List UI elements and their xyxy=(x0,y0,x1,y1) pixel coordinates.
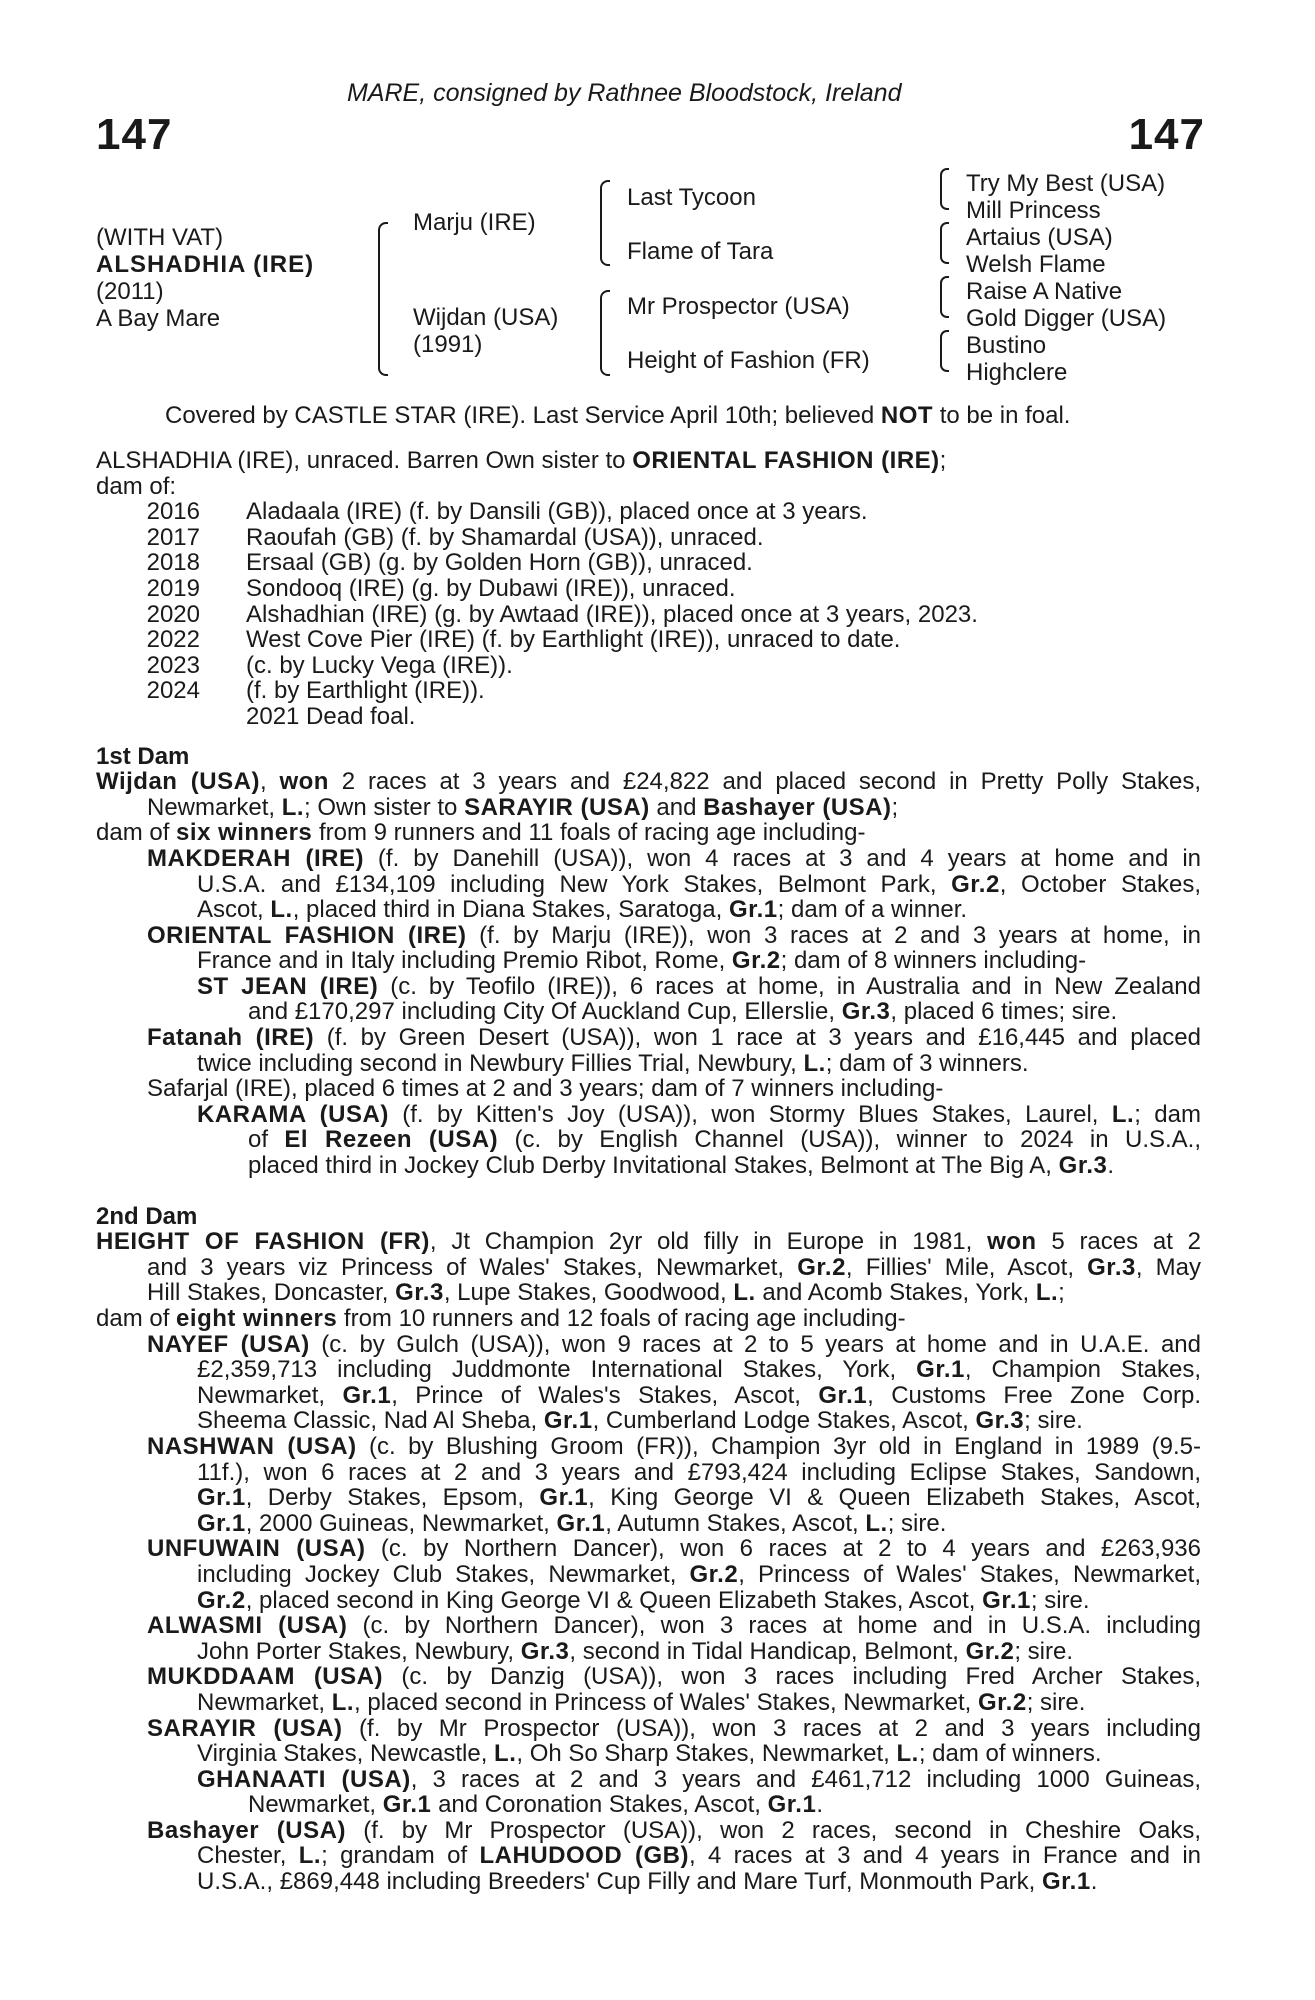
pedigree-gen4-2: Mill Princess xyxy=(966,197,1101,224)
bold-text: L. xyxy=(803,1049,826,1077)
bold-text: MAKDERAH (IRE) xyxy=(147,844,364,872)
consignment-line: MARE, consigned by Rathnee Bloodstock, Ireland xyxy=(347,79,902,107)
bold-text: Bashayer (USA) xyxy=(147,1816,346,1844)
pedigree-gen4-5: Raise A Native xyxy=(966,278,1123,305)
bold-text: Gr.1 xyxy=(982,1586,1031,1614)
covered-text-post: to be in foal. xyxy=(933,402,1071,429)
produce-record xyxy=(96,525,1201,551)
second-dam-line xyxy=(96,1818,1201,1844)
text-run: , 4 races at 3 and 4 years in France and in xyxy=(688,1842,1201,1870)
bold-text: Gr.1 xyxy=(342,1381,392,1409)
produce-details: (f. by Earthlight (IRE)). xyxy=(246,677,485,705)
produce-details: (c. by Lucky Vega (IRE)). xyxy=(246,651,513,679)
second-dam-line xyxy=(96,1332,1201,1358)
text-run: ; sire. xyxy=(1030,1586,1090,1614)
first-dam-line xyxy=(96,846,1201,872)
bold-text: Gr.2 xyxy=(951,870,1000,898)
text-run: ; xyxy=(1058,1279,1065,1307)
text-run: , Oh So Sharp Stakes, Newmarket, xyxy=(516,1740,897,1768)
second-dam-line xyxy=(96,1306,1201,1332)
text-run: , xyxy=(259,768,280,796)
second-dam-line xyxy=(96,1511,1201,1537)
first-dam-line xyxy=(96,1025,1201,1051)
second-dam-section xyxy=(96,1229,1201,1894)
text-run: , second in Tidal Handicap, Belmont, xyxy=(569,1637,966,1665)
produce-record xyxy=(96,602,1201,628)
horse-name: ALSHADHIA (IRE) xyxy=(96,251,315,278)
text-run: , Autumn Stakes, Ascot, xyxy=(605,1509,866,1537)
bold-text: Gr.1 xyxy=(1042,1868,1091,1896)
first-dam-line xyxy=(96,1127,1201,1153)
intro-text: ALSHADHIA (IRE), unraced. Barren Own sister to xyxy=(96,447,633,474)
text-run: and xyxy=(649,793,704,821)
bold-text: UNFUWAIN (USA) xyxy=(147,1535,366,1563)
bold-text: Gr.1 xyxy=(539,1484,589,1512)
text-run: Sheema Classic, Nad Al Sheba, xyxy=(197,1407,544,1435)
bold-text: six winners xyxy=(176,819,313,847)
bold-text: Gr.1 xyxy=(543,1407,593,1435)
bold-text: GHANAATI (USA) xyxy=(197,1765,411,1793)
bold-text: L. xyxy=(1035,1279,1059,1307)
covered-text-pre: Covered by CASTLE STAR (IRE). Last Service April 10th; believed xyxy=(165,402,881,429)
bold-text: won xyxy=(987,1228,1037,1256)
intro-line xyxy=(96,448,1201,474)
produce-year: 2019 xyxy=(146,574,200,602)
text-run: ; grandam of xyxy=(321,1842,480,1870)
second-dam-line xyxy=(96,1792,1201,1818)
bold-text: L. xyxy=(1111,1100,1135,1128)
second-dam-line xyxy=(96,1280,1201,1306)
text-run: ; dam xyxy=(1134,1100,1201,1128)
second-dam-line xyxy=(96,1767,1201,1793)
pedigree-sire: Marju (IRE) xyxy=(413,209,536,236)
bold-text: Gr.3 xyxy=(520,1637,570,1665)
text-run: £2,359,713 including Juddmonte International Stakes, York, xyxy=(197,1356,917,1384)
bold-text: SARAYIR (USA) xyxy=(147,1714,343,1742)
first-dam-line xyxy=(96,999,1201,1025)
text-run: (f. by Danehill (USA)), won 4 races at 3 and 4 years at home and in xyxy=(363,844,1201,872)
bold-text: Gr.1 xyxy=(197,1484,246,1512)
text-run: , Customs Free Zone Corp. xyxy=(867,1381,1201,1409)
text-run: ; sire. xyxy=(1014,1637,1074,1665)
text-run: of xyxy=(248,1126,285,1154)
produce-record xyxy=(96,627,1201,653)
text-run: ; sire. xyxy=(887,1509,947,1537)
text-run: Chester, xyxy=(197,1842,299,1870)
lot-number-left: 147 xyxy=(96,110,173,159)
bold-text: Gr.2 xyxy=(197,1586,246,1614)
pedigree-gen4-6: Gold Digger (USA) xyxy=(966,305,1167,332)
text-run: (c. by Danzig (USA)), won 3 races including Fred Archer Stakes, xyxy=(382,1663,1201,1691)
produce-year: 2018 xyxy=(146,549,200,577)
first-dam-line xyxy=(96,820,1201,846)
text-run: Hill Stakes, Doncaster, xyxy=(147,1279,396,1307)
text-run: ; dam of 8 winners including- xyxy=(780,947,1087,975)
text-run: Ascot, xyxy=(197,896,271,924)
bold-text: Gr.1 xyxy=(197,1509,246,1537)
first-dam-line xyxy=(96,1076,1201,1102)
bold-text: ORIENTAL FASHION (IRE) xyxy=(147,921,467,949)
text-run: from 10 runners and 12 foals of racing age including- xyxy=(337,1305,906,1332)
produce-year: 2024 xyxy=(146,677,200,705)
produce-record xyxy=(96,576,1201,602)
text-run: , placed 6 times; sire. xyxy=(890,998,1118,1026)
text-run: (f. by Marju (IRE)), won 3 races at 2 and 3 years at home, in xyxy=(466,921,1201,949)
pedigree-brace-dam xyxy=(600,290,610,376)
text-run: (f. by Mr Prospector (USA)), won 3 races at 2 and 3 years including xyxy=(342,1714,1202,1742)
bold-text: LAHUDOOD (GB) xyxy=(479,1842,689,1870)
produce-year: 2020 xyxy=(146,600,200,628)
first-dam-line xyxy=(96,1153,1201,1179)
first-dam-line xyxy=(96,769,1201,795)
bold-text: Wijdan (USA) xyxy=(96,768,260,796)
text-run: , 2000 Guineas, Newmarket, xyxy=(245,1509,557,1537)
text-run: , May xyxy=(1135,1253,1201,1281)
text-run: , placed second in King George VI & Queen Elizabeth Stakes, Ascot, xyxy=(245,1586,983,1614)
text-run: 11f.), won 6 races at 2 and 3 years and £793,424 including Eclipse Stakes, Sandown, xyxy=(197,1458,1201,1486)
catalogue-body xyxy=(96,448,1201,1895)
bold-text: Gr.3 xyxy=(975,1407,1025,1435)
bold-text: Gr.3 xyxy=(1058,1152,1108,1180)
text-run: , October Stakes, xyxy=(999,870,1201,898)
text-run: (c. by Gulch (USA)), won 9 races at 2 to 5 years at home and in U.A.E. and xyxy=(309,1330,1201,1358)
pedigree-dam-year: (1991) xyxy=(413,331,483,358)
text-run: , 3 races at 2 and 3 years and £461,712 including 1000 Guineas, xyxy=(410,1765,1201,1793)
bold-text: Gr.2 xyxy=(965,1637,1015,1665)
pedigree-gen3-2: Flame of Tara xyxy=(627,238,774,265)
second-dam-line xyxy=(96,1613,1201,1639)
bold-text: L. xyxy=(281,793,305,821)
bold-text: L. xyxy=(270,896,293,924)
produce-details: West Cove Pier (IRE) (f. by Earthlight (IRE)), unraced to date. xyxy=(246,626,901,654)
produce-year: 2023 xyxy=(146,651,200,679)
text-run: and Coronation Stakes, Ascot, xyxy=(431,1791,768,1819)
text-run: (f. by Green Desert (USA)), won 1 race at 3 years and £16,445 and placed xyxy=(314,1024,1201,1052)
pedigree-gen3-4: Height of Fashion (FR) xyxy=(627,347,870,374)
second-dam-line xyxy=(96,1562,1201,1588)
horse-description: A Bay Mare xyxy=(96,305,221,332)
bold-text: L. xyxy=(733,1279,756,1307)
text-run: and £170,297 including City Of Auckland Cup, Ellerslie, xyxy=(248,998,842,1026)
bold-text: Fatanah (IRE) xyxy=(147,1024,315,1052)
bold-text: NAYEF (USA) xyxy=(147,1330,310,1358)
bold-text: KARAMA (USA) xyxy=(197,1100,389,1128)
bold-text: Gr.2 xyxy=(731,947,781,975)
text-run: 5 races at 2 xyxy=(1036,1228,1202,1256)
bold-text: MUKDDAAM (USA) xyxy=(147,1663,383,1691)
text-run: from 9 runners and 11 foals of racing age including- xyxy=(312,819,866,847)
bold-text: Bashayer (USA) xyxy=(703,793,892,821)
pedigree-brace-g3-2 xyxy=(940,222,949,264)
text-run: Virginia Stakes, Newcastle, xyxy=(197,1740,495,1768)
text-run: dam of xyxy=(96,819,177,847)
pedigree-brace-g3-3 xyxy=(940,276,949,318)
bold-text: Gr.1 xyxy=(767,1791,817,1819)
text-run: , placed second in Princess of Wales' Stakes, Newmarket, xyxy=(354,1688,978,1716)
bold-text: SARAYIR (USA) xyxy=(464,793,650,821)
bold-text: Gr.1 xyxy=(382,1791,432,1819)
text-run: Safarjal (IRE), placed 6 times at 2 and 3 years; dam of 7 winners including- xyxy=(147,1075,944,1103)
bold-text: L. xyxy=(896,1740,919,1768)
text-run: (c. by English Channel (USA)), winner to 2024 in U.S.A., xyxy=(498,1126,1202,1154)
text-run: placed third in Jockey Club Derby Invitational Stakes, Belmont at The Big A, xyxy=(248,1152,1059,1180)
bold-text: won xyxy=(279,768,329,796)
text-run: including Jockey Club Stakes, Newmarket, xyxy=(197,1560,690,1588)
pedigree-brace-gen1 xyxy=(378,222,388,376)
produce-record xyxy=(96,653,1201,679)
lot-number-right: 147 xyxy=(1128,110,1205,159)
second-dam-line xyxy=(96,1229,1201,1255)
bold-text: Gr.3 xyxy=(1087,1253,1136,1281)
second-dam-line xyxy=(96,1485,1201,1511)
produce-record xyxy=(96,704,1201,730)
text-run: . xyxy=(1107,1152,1115,1180)
text-run: dam of xyxy=(96,1305,177,1332)
produce-record xyxy=(96,499,1201,525)
second-dam-heading: 2nd Dam xyxy=(96,1202,198,1230)
pedigree-brace-g3-1 xyxy=(940,168,949,210)
second-dam-line xyxy=(96,1664,1201,1690)
bold-text: L. xyxy=(865,1509,888,1537)
text-run: , Fillies' Mile, Ascot, xyxy=(845,1253,1088,1281)
second-dam-line xyxy=(96,1408,1201,1434)
text-run: Newmarket, xyxy=(248,1791,383,1819)
bold-text: L. xyxy=(298,1842,322,1870)
produce-record xyxy=(96,550,1201,576)
pedigree-gen3-3: Mr Prospector (USA) xyxy=(627,293,850,320)
bold-text: Gr.1 xyxy=(556,1509,606,1537)
produce-details: Alshadhian (IRE) (g. by Awtaad (IRE)), placed once at 3 years, 2023. xyxy=(246,600,978,628)
text-run: Newmarket, xyxy=(197,1688,332,1716)
text-run: , King George VI & Queen Elizabeth Stakes, Ascot, xyxy=(588,1484,1201,1512)
second-dam-line xyxy=(96,1690,1201,1716)
horse-year: (2011) xyxy=(96,278,164,305)
text-run: Newmarket, xyxy=(147,793,282,821)
first-dam-line xyxy=(96,1102,1201,1128)
first-dam-line xyxy=(96,948,1201,974)
vat-note: (WITH VAT) xyxy=(96,224,224,251)
text-run: Newmarket, xyxy=(197,1381,343,1409)
first-dam-line xyxy=(96,974,1201,1000)
second-dam-line xyxy=(96,1536,1201,1562)
intro-dam-of: dam of: xyxy=(96,472,177,500)
text-run: ; xyxy=(891,793,899,821)
produce-details: Aladaala (IRE) (f. by Dansili (GB)), placed once at 3 years. xyxy=(246,498,868,526)
produce-details: Ersaal (GB) (g. by Golden Horn (GB)), unraced. xyxy=(246,549,753,577)
second-dam-line xyxy=(96,1434,1201,1460)
bold-text: Gr.3 xyxy=(395,1279,444,1307)
bold-text: ST JEAN (IRE) xyxy=(197,972,379,1000)
produce-year: 2017 xyxy=(146,523,200,551)
pedigree-dam: Wijdan (USA) xyxy=(413,304,559,331)
pedigree-brace-g3-4 xyxy=(940,330,949,372)
first-dam-line xyxy=(96,872,1201,898)
first-dam-line xyxy=(96,923,1201,949)
produce-list xyxy=(96,499,1201,729)
bold-text: Gr.2 xyxy=(977,1688,1027,1716)
second-dam-line xyxy=(96,1357,1201,1383)
first-dam-heading: 1st Dam xyxy=(96,742,190,770)
text-run: and 3 years viz Princess of Wales' Stakes, Newmarket, xyxy=(147,1253,798,1281)
text-run: ; Own sister to xyxy=(304,793,465,821)
text-run: (f. by Mr Prospector (USA)), won 2 races, second in Cheshire Oaks, xyxy=(345,1816,1201,1844)
first-dam-line xyxy=(96,795,1201,821)
pedigree-gen4-7: Bustino xyxy=(966,332,1047,359)
bold-text: L. xyxy=(331,1688,355,1716)
text-run: ; dam of a winner. xyxy=(777,896,968,924)
bold-text: NASHWAN (USA) xyxy=(147,1432,357,1460)
produce-year: 2016 xyxy=(146,498,200,526)
bold-text: eight winners xyxy=(176,1305,338,1332)
bold-text: Gr.1 xyxy=(916,1356,965,1384)
produce-record xyxy=(96,678,1201,704)
text-run: , Derby Stakes, Epsom, xyxy=(245,1484,540,1512)
text-run: (f. by Kitten's Joy (USA)), won Stormy Blues Stakes, Laurel, xyxy=(388,1100,1112,1128)
text-run: , Champion Stakes, xyxy=(964,1356,1201,1384)
text-run: , Jt Champion 2yr old filly in Europe in 1981, xyxy=(429,1228,988,1256)
text-run: , Prince of Wales's Stakes, Ascot, xyxy=(391,1381,819,1409)
produce-details: 2021 Dead foal. xyxy=(246,702,416,730)
text-run: ; dam of winners. xyxy=(918,1740,1102,1768)
text-run: France and in Italy including Premio Ribot, Rome, xyxy=(197,947,732,975)
text-run: twice including second in Newbury Fillies Trial, Newbury, xyxy=(197,1049,804,1077)
second-dam-line xyxy=(96,1588,1201,1614)
text-run: (c. by Blushing Groom (FR)), Champion 3yr old in England in 1989 (9.5- xyxy=(356,1432,1201,1460)
bold-text: L. xyxy=(494,1740,517,1768)
text-run: , Princess of Wales' Stakes, Newmarket, xyxy=(738,1560,1201,1588)
produce-details: Sondooq (IRE) (g. by Dubawi (IRE)), unraced. xyxy=(246,574,736,602)
text-run: ; sire. xyxy=(1026,1688,1086,1716)
second-dam-line xyxy=(96,1383,1201,1409)
bold-text: Gr.3 xyxy=(841,998,891,1026)
text-run: (c. by Northern Dancer), won 3 races at home and in U.S.A. including xyxy=(347,1612,1202,1640)
text-run: ; sire. xyxy=(1024,1407,1083,1435)
second-dam-line xyxy=(96,1639,1201,1665)
bold-text: Gr.2 xyxy=(797,1253,846,1281)
second-dam-line xyxy=(96,1869,1201,1895)
text-run: ; dam of 3 winners. xyxy=(825,1049,1029,1077)
second-dam-line xyxy=(96,1843,1201,1869)
bold-text: Gr.1 xyxy=(818,1381,868,1409)
text-run: (c. by Northern Dancer), won 6 races at 2 to 4 years and £263,936 xyxy=(365,1535,1202,1563)
intro-sister-name: ORIENTAL FASHION (IRE) xyxy=(632,447,940,474)
bold-text: HEIGHT OF FASHION (FR) xyxy=(96,1228,430,1256)
covered-text-bold: NOT xyxy=(880,402,934,429)
text-run: U.S.A., £869,448 including Breeders' Cup Filly and Mare Turf, Monmouth Park, xyxy=(197,1868,1042,1896)
bold-text: ALWASMI (USA) xyxy=(147,1612,348,1640)
text-run: U.S.A. and £134,109 including New York Stakes, Belmont Park, xyxy=(197,870,952,898)
text-run: John Porter Stakes, Newbury, xyxy=(197,1637,521,1665)
first-dam-section xyxy=(96,769,1201,1179)
text-run: . xyxy=(1090,1868,1098,1896)
pedigree-gen4-3: Artaius (USA) xyxy=(966,224,1113,251)
text-run: 2 races at 3 years and £24,822 and placed second in Pretty Polly Stakes, xyxy=(328,768,1201,796)
bold-text: Gr.1 xyxy=(728,896,778,924)
pedigree-gen3-1: Last Tycoon xyxy=(627,184,756,211)
text-run: (c. by Teofilo (IRE)), 6 races at home, in Australia and in New Zealand xyxy=(378,972,1202,1000)
text-run: . xyxy=(816,1791,823,1819)
pedigree-gen4-8: Highclere xyxy=(966,359,1068,386)
second-dam-line xyxy=(96,1741,1201,1767)
intro-text-end: ; xyxy=(939,447,947,474)
text-run: , placed third in Diana Stakes, Saratoga, xyxy=(292,896,729,924)
first-dam-line xyxy=(96,897,1201,923)
text-run: , Lupe Stakes, Goodwood, xyxy=(443,1279,734,1307)
first-dam-line xyxy=(96,1051,1201,1077)
pedigree-gen4-4: Welsh Flame xyxy=(966,251,1106,278)
second-dam-line xyxy=(96,1716,1201,1742)
covered-note xyxy=(165,403,1070,429)
pedigree-brace-sire xyxy=(600,180,610,266)
second-dam-line xyxy=(96,1460,1201,1486)
pedigree-gen4-1: Try My Best (USA) xyxy=(966,170,1166,197)
text-run: , Cumberland Lodge Stakes, Ascot, xyxy=(592,1407,976,1435)
produce-details: Raoufah (GB) (f. by Shamardal (USA)), unraced. xyxy=(246,523,764,551)
text-run: and Acomb Stakes, York, xyxy=(755,1279,1036,1307)
produce-year: 2022 xyxy=(146,626,200,654)
bold-text: Gr.2 xyxy=(689,1560,739,1588)
second-dam-line xyxy=(96,1255,1201,1281)
bold-text: El Rezeen (USA) xyxy=(284,1126,499,1154)
